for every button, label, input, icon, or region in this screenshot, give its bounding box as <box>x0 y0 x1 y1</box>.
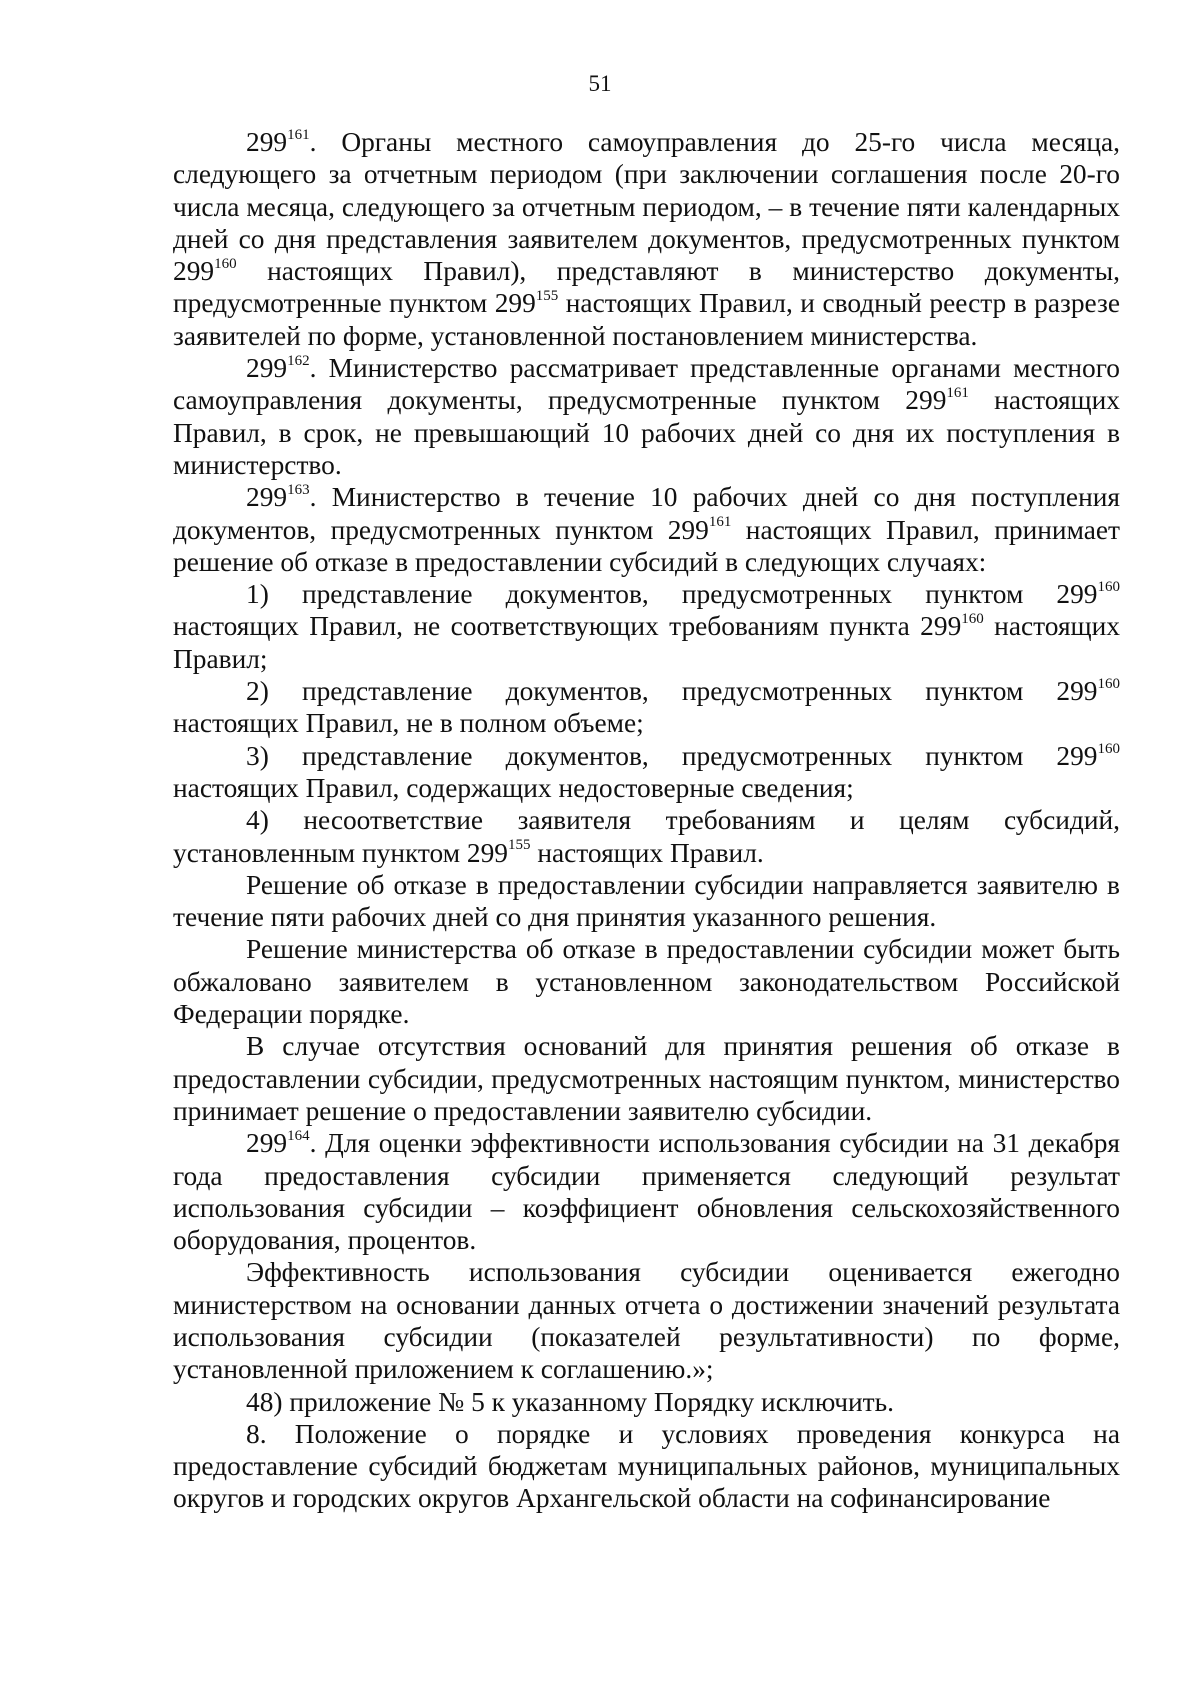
superscript: 155 <box>535 288 559 305</box>
document-body <box>173 126 1120 1515</box>
paragraph <box>173 126 1120 352</box>
text-run: . Министерство рассматривает представленные органами местного самоуправления документы, предусмотренные пунктом 299 <box>173 353 1120 416</box>
text-run: В случае отсутствия оснований для принятия решения об отказе в предоставлении субсидии, предусмотренных настоящим пунктом, министерство принимает решение о предоставлении заявителю субсидии. <box>173 1031 1120 1126</box>
text-run: 299 <box>246 127 288 157</box>
paragraph <box>173 1030 1120 1127</box>
superscript: 162 <box>287 352 310 369</box>
paragraph <box>173 675 1120 740</box>
text-run: 8. Положение о порядке и условиях проведения конкурса на предоставление субсидий бюджетам муниципальных районов, муниципальных округов и городских округов Архангельской области на софинансирование <box>173 1418 1120 1514</box>
text-run: настоящих Правил, содержащих недостоверные сведения; <box>173 772 854 803</box>
paragraph <box>173 1386 1120 1418</box>
page-number: 51 <box>588 71 612 96</box>
text-run: Решение министерства об отказе в предоставлении субсидии может быть обжаловано заявителем в установленном законодательством Российской Федерации порядке. <box>173 934 1120 1030</box>
text-run: 4) несоответствие заявителя требованиям и целям субсидий, установленным пунктом 299 <box>173 805 1120 868</box>
superscript: 160 <box>961 611 984 628</box>
superscript: 161 <box>287 126 310 143</box>
superscript: 161 <box>946 385 969 402</box>
paragraph <box>173 740 1120 805</box>
text-run: 299 <box>246 1128 288 1159</box>
text-run: настоящих Правил; <box>173 611 1120 674</box>
superscript: 161 <box>708 514 732 531</box>
text-run: 1) представление документов, предусмотренных пунктом 299 <box>246 579 1098 610</box>
text-run: 299 <box>246 482 288 513</box>
text-run: настоящих Правил, не соответствующих требованиям пункта 299 <box>173 611 962 642</box>
superscript: 160 <box>1097 740 1120 757</box>
text-run: настоящих Правил), представляют в министерство документы, предусмотренные пунктом 299 <box>173 256 1120 319</box>
paragraph <box>173 804 1120 869</box>
text-run: 299 <box>246 353 288 384</box>
text-run: 2) представление документов, предусмотренных пунктом 299 <box>246 676 1098 707</box>
paragraph <box>173 578 1120 675</box>
text-run: . Для оценки эффективности использования субсидии на 31 декабря года предоставления субсидии применяется следующий результат использования субсидии – коэффициент обновления сельскохозяйственного оборудования, процентов. <box>173 1128 1120 1256</box>
superscript: 163 <box>287 482 310 499</box>
text-run: настоящих Правил, не в полном объеме; <box>173 708 644 739</box>
text-run: настоящих Правил. <box>530 837 764 868</box>
text-run: 3) представление документов, предусмотренных пунктом 299 <box>246 740 1098 771</box>
paragraph <box>173 1418 1120 1515</box>
text-run: Эффективность использования субсидии оценивается ежегодно министерством на основании данных отчета о достижении значений результата использования субсидии (показателей результативности) по форме, установленной приложением к соглашению.»; <box>173 1257 1120 1385</box>
paragraph <box>173 352 1120 481</box>
superscript: 160 <box>1097 675 1120 692</box>
superscript: 160 <box>1097 579 1120 596</box>
superscript: 155 <box>507 837 531 854</box>
text-run: настоящих Правил, и сводный реестр в разрезе заявителей по форме, установленной постановлением министерства. <box>173 288 1120 351</box>
text-run: 48) приложение № 5 к указанному Порядку исключить. <box>246 1386 894 1417</box>
superscript: 164 <box>287 1128 310 1145</box>
paragraph <box>173 1127 1120 1256</box>
text-run: настоящих Правил, в срок, не превышающий 10 рабочих дней со дня их поступления в министерство. <box>173 385 1120 480</box>
text-run: Решение об отказе в предоставлении субсидии направляется заявителю в течение пяти рабочих дней со дня принятия указанного решения. <box>173 869 1120 933</box>
superscript: 160 <box>214 256 237 273</box>
paragraph <box>173 933 1120 1030</box>
paragraph <box>173 481 1120 578</box>
text-run: настоящих Правил, принимает решение об отказе в предоставлении субсидий в следующих случаях: <box>173 514 1120 577</box>
paragraph <box>173 869 1120 934</box>
text-run: . Органы местного самоуправления до 25-го числа месяца, следующего за отчетным периодом (при заключении соглашения после 20-го числа месяца, следующего за отчетным периодом, – в течение пяти календарных дней со дня представления заявителем документов, предусмотренных пунктом 299 <box>173 127 1120 287</box>
text-run: . Министерство в течение 10 рабочих дней со дня поступления документов, предусмотренных пунктом 299 <box>173 482 1120 545</box>
paragraph <box>173 1256 1120 1385</box>
